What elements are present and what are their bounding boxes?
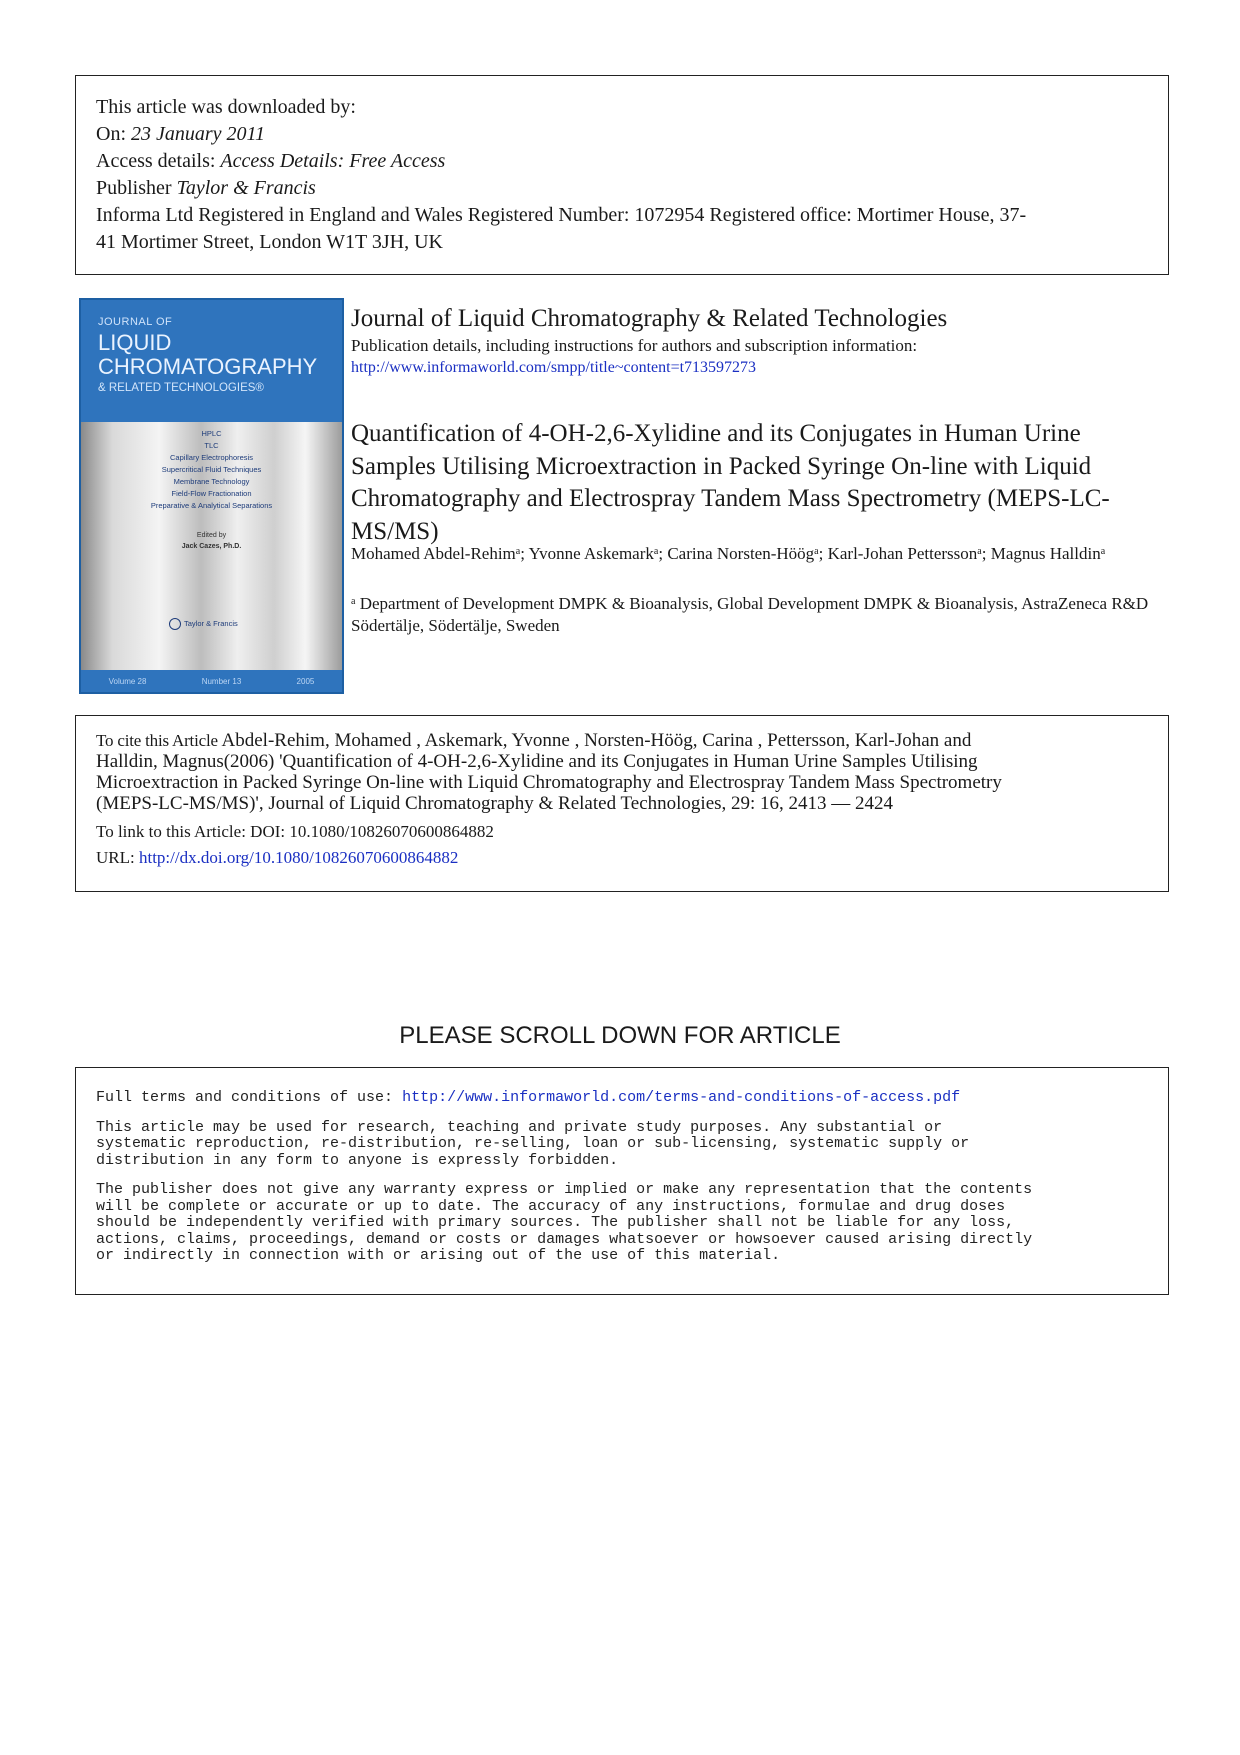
- citation-line-4: (MEPS-LC-MS/MS)', Journal of Liquid Chromatography & Related Technologies, 29: 16, 2413 — 2424: [96, 793, 894, 814]
- cover-related-technologies: & RELATED TECHNOLOGIES®: [98, 382, 264, 394]
- access-details-value: Access Details: Free Access: [220, 150, 446, 172]
- author-name: Mohamed Abdel-Rehim: [351, 544, 516, 563]
- author-name: Karl-Johan Pettersson: [827, 544, 978, 563]
- publisher-value: Taylor & Francis: [176, 177, 316, 199]
- cover-volume: Volume 28: [108, 676, 147, 686]
- cover-editor-block: [81, 530, 342, 552]
- cover-topic: TLC: [204, 441, 219, 450]
- cover-publisher-logo: [169, 618, 254, 638]
- author-affiliation-mark: a: [653, 546, 659, 557]
- author-name: Yvonne Askemark: [528, 544, 654, 563]
- cover-journal-of: JOURNAL OF: [98, 316, 173, 328]
- download-details-box: [75, 75, 1169, 275]
- author-separator: ;: [658, 544, 668, 563]
- cover-topic: Capillary Electrophoresis: [170, 453, 253, 462]
- author-separator: ;: [520, 544, 529, 563]
- cover-artwork: [81, 422, 342, 672]
- url-label: URL:: [96, 848, 139, 867]
- author-separator: ;: [981, 544, 991, 563]
- author-list: [351, 543, 1171, 565]
- cover-logo-text: Taylor & Francis: [184, 618, 238, 628]
- citation-text: [96, 730, 1148, 814]
- registered-office-line-1: Informa Ltd Registered in England and Wales Registered Number: 1072954 Registered office: Mortimer House, 37-: [96, 204, 1027, 226]
- author-affiliation-mark: a: [1100, 546, 1106, 557]
- affiliation-text: Department of Development DMPK & Bioanalysis, Global Development DMPK & Bioanalysis, AstraZeneca R&D Södertälje, Södertälje, Sweden: [351, 594, 1149, 635]
- cover-topic: Preparative & Analytical Separations: [150, 501, 273, 510]
- citation-box: [75, 715, 1169, 892]
- author-affiliation-mark: a: [814, 546, 819, 557]
- doi-label: To link to this Article: DOI:: [96, 822, 290, 841]
- download-date-label: On:: [96, 123, 131, 145]
- journal-url-link[interactable]: http://www.informaworld.com/smpp/title~content=t713597273: [351, 359, 757, 376]
- journal-info: [351, 303, 1171, 379]
- citation-line-2: Halldin, Magnus(2006) 'Quantification of 4-OH-2,6-Xylidine and its Conjugates in Human Urine Samples Utilising: [96, 751, 978, 772]
- cover-topic: HPLC: [201, 429, 222, 438]
- cover-footer: [81, 670, 342, 692]
- terms-paragraph-1: This article may be used for research, teaching and private study purposes. Any substantial or systematic reproduction, re-distribution, re-selling, loan or sub-licensing, systematic supply or distribution in any form to anyone is expressly forbidden.: [96, 1118, 970, 1169]
- scroll-down-message: PLEASE SCROLL DOWN FOR ARTICLE: [399, 1022, 841, 1049]
- cover-header: [81, 300, 342, 422]
- cover-topic: Supercritical Fluid Techniques: [161, 465, 262, 474]
- cover-number: Number 13: [201, 676, 242, 686]
- cover-chromatography: CHROMATOGRAPHY: [98, 354, 318, 379]
- author-name: Magnus Halldin: [990, 544, 1101, 563]
- cover-topic-list: [81, 428, 342, 512]
- author-separator: ;: [818, 544, 828, 563]
- cite-label: To cite this Article: [96, 731, 218, 750]
- doi-row: [96, 821, 1148, 842]
- author-affiliation-mark: a: [515, 546, 521, 557]
- cover-topic: Field-Flow Fractionation: [171, 489, 252, 498]
- downloaded-by-line: This article was downloaded by:: [96, 96, 356, 118]
- terms-box: [75, 1067, 1169, 1295]
- url-row: [96, 847, 1148, 868]
- article-title: Quantification of 4-OH-2,6-Xylidine and its Conjugates in Human Urine Samples Utilising Microextraction in Packed Syringe On-line with Liquid Chromatography and Electrospray Tandem Mass Spectrometry (MEPS-LC-MS/MS): [351, 420, 1110, 545]
- journal-cover-image: [79, 298, 344, 694]
- citation-line-1: Abdel-Rehim, Mohamed , Askemark, Yvonne , Norsten-Höög, Carina , Pettersson, Karl-Johan and: [217, 730, 972, 751]
- cover-topic: Membrane Technology: [173, 477, 250, 486]
- journal-title: Journal of Liquid Chromatography & Related Technologies: [351, 305, 948, 332]
- publisher-line: [96, 175, 1148, 202]
- registered-office-line-2: 41 Mortimer Street, London W1T 3JH, UK: [96, 231, 444, 253]
- terms-url-link[interactable]: http://www.informaworld.com/terms-and-conditions-of-access.pdf: [402, 1089, 961, 1106]
- author-affiliation-mark: a: [977, 546, 982, 557]
- cover-edited-by: Edited by: [196, 532, 227, 539]
- citation-line-3: Microextraction in Packed Syringe On-line with Liquid Chromatography and Electrospray Tandem Mass Spectrometry: [96, 772, 1002, 793]
- cover-liquid: LIQUID: [98, 330, 172, 355]
- publication-details: Publication details, including instructions for authors and subscription information:: [351, 336, 918, 355]
- download-date-line: [96, 121, 1148, 148]
- terms-label: Full terms and conditions of use:: [96, 1089, 403, 1106]
- download-date-value: 23 January 2011: [131, 123, 266, 145]
- doi-url-link[interactable]: http://dx.doi.org/10.1080/10826070600864882: [138, 848, 459, 867]
- terms-link-row: [96, 1090, 1148, 1107]
- publisher-logo-icon: [169, 618, 181, 630]
- access-details-line: [96, 148, 1148, 175]
- access-details-label: Access details:: [96, 150, 221, 172]
- affiliation-mark: a: [351, 596, 356, 607]
- cover-editor-name: Jack Cazes, Ph.D.: [181, 543, 242, 550]
- affiliation: [351, 593, 1171, 637]
- author-name: Carina Norsten-Höög: [667, 544, 815, 563]
- publisher-label: Publisher: [96, 177, 177, 199]
- terms-paragraph-2: The publisher does not give any warranty express or implied or make any representation that the contents will be complete or accurate or up to date. The accuracy of any instructions, formulae and drug doses should be independently verified with primary sources. The publisher shall not be liable for any loss, actions, claims, proceedings, demand or costs or damages whatsoever or howsoever caused arising directly or indirectly in connection with or arising out of the use of this material.: [96, 1181, 1033, 1264]
- doi-value: 10.1080/10826070600864882: [289, 822, 494, 841]
- cover-year: 2005: [296, 676, 315, 686]
